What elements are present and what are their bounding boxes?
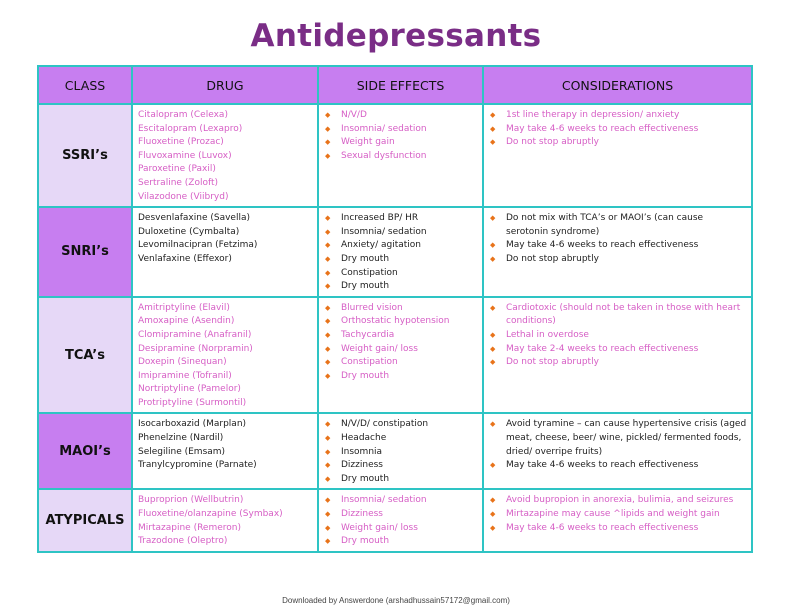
drug-cell [132, 489, 318, 552]
drug-item: Desvenlafaxine (Savella) [138, 213, 250, 224]
consideration-item: ◆ Avoid tyramine – can cause hypertensive crisis (aged meat, cheese, beer/ wine, pickled/ fermented foods, dried/ overripe fruits) [489, 418, 747, 459]
side-effect-item: ◆ Insomnia [324, 446, 478, 460]
drug-item: Escitalopram (Lexapro) [138, 123, 243, 134]
side-effect-item: ◆ Increased BP/ HR [324, 212, 478, 226]
drug-cell [132, 207, 318, 297]
drug-item: Duloxetine (Cymbalta) [138, 226, 240, 237]
drug-item: Protriptyline (Surmontil) [138, 397, 247, 408]
drug-item: Phenelzine (Nardil) [138, 433, 224, 444]
considerations-cell [483, 413, 752, 489]
consideration-item: ◆ Do not stop abruptly [489, 253, 747, 267]
consideration-item: ◆ Do not mix with TCA’s or MAOI’s (can cause serotonin syndrome) [489, 212, 747, 239]
consideration-item: ◆ May take 4-6 weeks to reach effectiveness [489, 459, 747, 473]
side-effect-item: ◆ Sexual dysfunction [324, 150, 478, 164]
page-title: Antidepressants [250, 18, 542, 54]
side-effects-cell [318, 489, 483, 552]
drug-item: Vilazodone (Viibryd) [138, 191, 229, 202]
drug-item: Amoxapine (Asendin) [138, 316, 235, 327]
side-effects-cell [318, 413, 483, 489]
drug-item: Fluoxetine (Prozac) [138, 137, 224, 148]
side-effect-item: ◆ Anxiety/ agitation [324, 239, 478, 253]
side-effects-cell [318, 104, 483, 207]
drug-item: Clomipramine (Anafranil) [138, 329, 252, 340]
consideration-item: ◆ May take 4-6 weeks to reach effectiveness [489, 239, 747, 253]
table-row-snri [38, 207, 752, 297]
side-effect-item: ◆ Dry mouth [324, 535, 478, 549]
antidepressants-table [37, 65, 753, 553]
side-effect-item: ◆ Dizziness [324, 508, 478, 522]
side-effects-cell [318, 297, 483, 414]
considerations-cell [483, 297, 752, 414]
drug-cell [132, 413, 318, 489]
side-effect-item: ◆ Insomnia/ sedation [324, 226, 478, 240]
download-footer: Downloaded by Answerdone (arshadhussain57172@gmail.com) [282, 596, 510, 605]
class-cell: ATYPICALS [38, 489, 132, 552]
side-effect-item: ◆ N/V/D/ constipation [324, 418, 478, 432]
considerations-cell [483, 104, 752, 207]
side-effect-item: ◆ Constipation [324, 356, 478, 370]
header-class: CLASS [38, 66, 132, 104]
side-effect-item: ◆ Blurred vision [324, 302, 478, 316]
side-effect-item: ◆ Orthostatic hypotension [324, 315, 478, 329]
side-effect-item: ◆ Weight gain/ loss [324, 522, 478, 536]
side-effect-item: ◆ Dizziness [324, 459, 478, 473]
drug-item: Paroxetine (Paxil) [138, 164, 216, 175]
consideration-item: ◆ May take 4-6 weeks to reach effectiveness [489, 522, 747, 536]
drug-item: Buproprion (Wellbutrin) [138, 495, 244, 506]
table-row-maoi [38, 413, 752, 489]
drug-item: Mirtazapine (Remeron) [138, 522, 241, 533]
side-effect-item: ◆ N/V/D [324, 109, 478, 123]
consideration-item: ◆ May take 2-4 weeks to reach effectiveness [489, 343, 747, 357]
side-effect-item: ◆ Dry mouth [324, 253, 478, 267]
drug-item: Trazodone (Oleptro) [138, 536, 228, 547]
side-effect-item: ◆ Dry mouth [324, 370, 478, 384]
drug-item: Venlafaxine (Effexor) [138, 253, 232, 264]
header-side-effects: SIDE EFFECTS [318, 66, 483, 104]
drug-item: Amitriptyline (Elavil) [138, 302, 230, 313]
side-effects-cell [318, 207, 483, 297]
side-effect-item: ◆ Headache [324, 432, 478, 446]
drug-cell [132, 297, 318, 414]
consideration-item: ◆ Lethal in overdose [489, 329, 747, 343]
drug-item: Levomilnacipran (Fetzima) [138, 240, 258, 251]
consideration-item: ◆ 1st line therapy in depression/ anxiety [489, 109, 747, 123]
drug-item: Desipramine (Norpramin) [138, 343, 253, 354]
drug-item: Isocarboxazid (Marplan) [138, 419, 247, 430]
drug-item: Fluoxetine/olanzapine (Symbax) [138, 509, 283, 520]
drug-item: Sertraline (Zoloft) [138, 177, 219, 188]
considerations-cell [483, 207, 752, 297]
header-row [38, 66, 752, 104]
considerations-cell [483, 489, 752, 552]
drug-item: Fluvoxamine (Luvox) [138, 150, 232, 161]
class-cell: MAOI’s [38, 413, 132, 489]
consideration-item: ◆ Do not stop abruptly [489, 136, 747, 150]
side-effect-item: ◆ Dry mouth [324, 473, 478, 487]
class-cell: TCA’s [38, 297, 132, 414]
side-effect-item: ◆ Weight gain/ loss [324, 343, 478, 357]
drug-item: Imipramine (Tofranil) [138, 370, 232, 381]
drug-item: Nortriptyline (Pamelor) [138, 384, 241, 395]
side-effect-item: ◆ Dry mouth [324, 280, 478, 294]
consideration-item: ◆ Avoid bupropion in anorexia, bulimia, and seizures [489, 494, 747, 508]
side-effect-item: ◆ Tachycardia [324, 329, 478, 343]
consideration-item: ◆ Mirtazapine may cause ^lipids and weight gain [489, 508, 747, 522]
side-effect-item: ◆ Constipation [324, 267, 478, 281]
header-drug: DRUG [132, 66, 318, 104]
table-row-atypicals [38, 489, 752, 552]
drug-item: Doxepin (Sinequan) [138, 357, 227, 368]
consideration-item: ◆ Cardiotoxic (should not be taken in those with heart conditions) [489, 302, 747, 329]
table-row-tca [38, 297, 752, 414]
class-cell: SSRI’s [38, 104, 132, 207]
drug-cell [132, 104, 318, 207]
consideration-item: ◆ May take 4-6 weeks to reach effectiveness [489, 123, 747, 137]
drug-item: Tranylcypromine (Parnate) [138, 460, 257, 471]
side-effect-item: ◆ Weight gain [324, 136, 478, 150]
table-row-ssri [38, 104, 752, 207]
consideration-item: ◆ Do not stop abruptly [489, 356, 747, 370]
side-effect-item: ◆ Insomnia/ sedation [324, 123, 478, 137]
drug-item: Citalopram (Celexa) [138, 110, 228, 120]
side-effect-item: ◆ Insomnia/ sedation [324, 494, 478, 508]
header-considerations: CONSIDERATIONS [483, 66, 752, 104]
drug-item: Selegiline (Emsam) [138, 446, 226, 457]
class-cell: SNRI’s [38, 207, 132, 297]
